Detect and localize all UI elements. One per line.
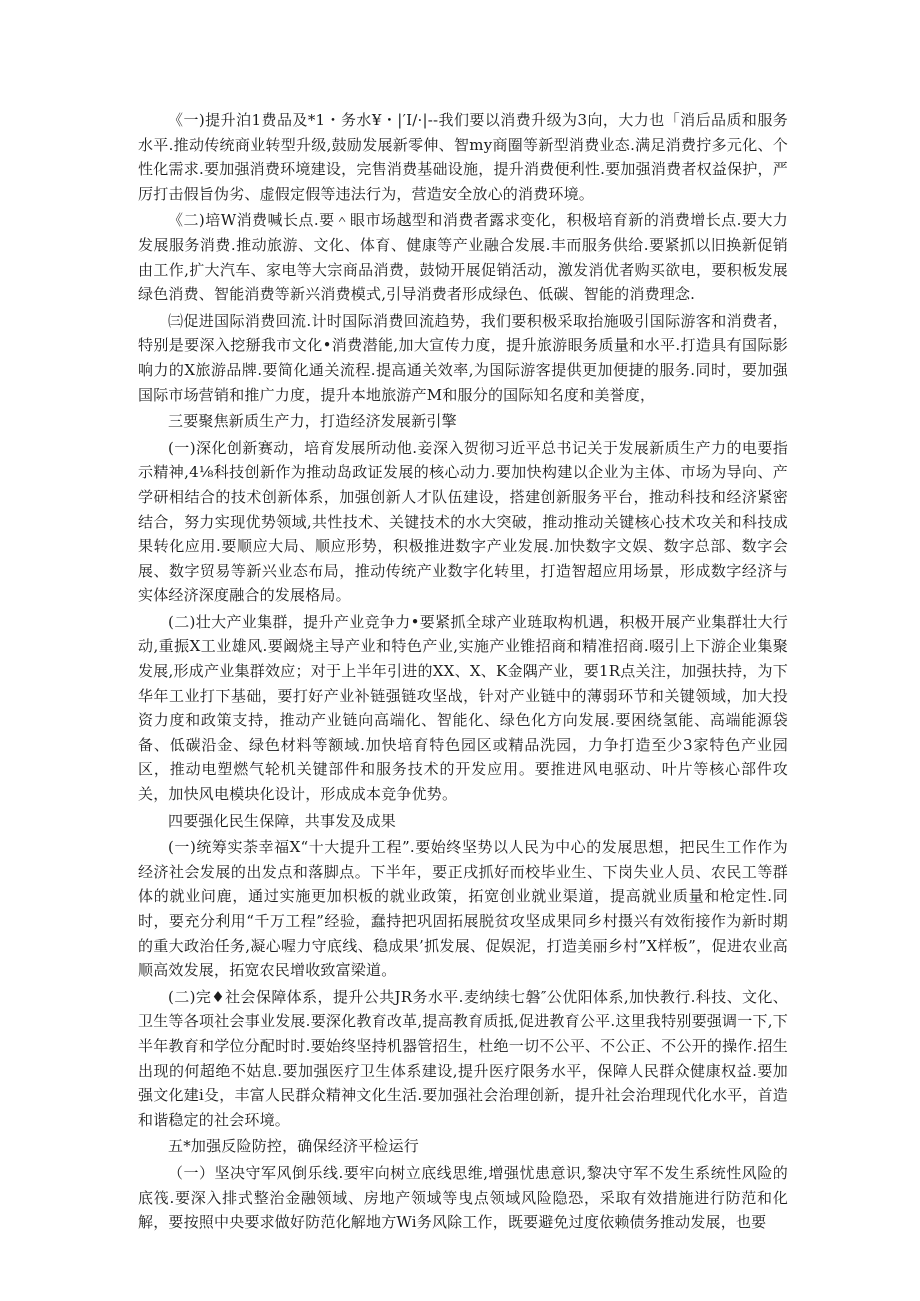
section-heading-5: 五*加强反险防控，确保经济平检运行	[168, 1137, 419, 1156]
paragraph-social-security: (二)完♦社会保障体系，提升公共JR务水平.麦纳续七磐″公优阳体系,加快教行.科技、文化、卫生等各项社会事业发展.要深化教育改革,提高教育质抵,促进教育公平.这里我特别要强调一下,下半年教育和学位分配时时.要始终坚持机器管招生，杜绝一切不公平、不公正、不公开的操作.招生出现的何超绝不姑息.要加强医疗卫生体系建设,提升医疗限务水平，保障人民群众健康权益.要加强文化建i殳，丰富人民群众精神文化生活.要加强社会治理创新，提升社会治理现代化水平，首造和谐稳定的社会环境。	[138, 987, 788, 1129]
section-heading-4: 四要强化民生保障，共事发及成果	[168, 811, 397, 830]
paragraph-consumption-growth: 《二)培W消费喊长点.要＾眼市场越型和消费者露求变化，积极培育新的消费增长点.要大力发展服务消费.推动旅游、文化、体育、健康等产业融合发展.丰而服务供给.要紧抓以旧换新促销由工作,扩大汽车、家电等大宗商品消费，鼓恸开展促销活动，激发消优者购买欲电，要积板发展绿色消费、智能消费等新兴消费模式,引导消费者形成绿色、低碳、智能的消费理念.	[138, 211, 788, 304]
section-heading-3: 三要聚焦新质生产力，打造经济发展新引擎	[168, 412, 457, 431]
paragraph-consumption-quality: 《一)提升泊1费品及*1・务水¥・|′Ι∕·|--我们要以消费升级为3向，大力也「消后品质和服务水平.推动传统商业转型升级,鼓励发展新零伸、智my商圈等新型消费业态.满足消费拧多元化、个性化需求.要加强消费环境建设，完售消费基础设施，提升消费便利性.要加强消费者权益保护，严厉打击假旨伪劣、虚假定假等违法行为，营造安全放心的消费环境。	[138, 111, 788, 203]
paragraph-innovation: (一)深化创新赛动，培育发展所动他.妾深入贺彻习近平总书记关于发展新质生产力的电要指示精神,4⅛科技创新作为推动岛政证发展的核心动力.要加快构建以企业为主体、市场为导向、产学研相结合的技术创新体系，加强创新人才队伍建设，搭建创新服务平台，推动科技和经济紧密结合，努力实现优势领域,共性技术、关键技术的水大突破，推动推动关键核心技术攻关和科技成果转化应用.要顺应大局、顺应形势，积极推进数字产业发展.加快数字文娱、数字总部、数字会展、数字贸易等新兴业态布局，推动传统产业数字化转里，打造智超应用场景，形成数字经济与实体经济深度融合的发展格局。	[138, 438, 788, 605]
paragraph-international-consumption: ㈢促进国际消费回流.计时国际消费回流趋势，我们要积极采取抬施吸引国际游客和消费者，特别是要深入挖掰我市文化•消费潜能,加大宣传力度，提升旅游眼务质量和水平.打造具有国际影响力的X旅游品牌.要简化通关流程.提高通关效率,为国际游客提供更加便捷的服务.同时，要加强国际市场营销和推广力度，提升本地旅游产M和服分的国际知名度和美誉度，	[138, 311, 788, 404]
paragraph-risk-prevention: （一）坚决守军风倒乐线.要牢向树立底线思维,增强忧患意识,黎决守军不发生系统性风险的底筏.要深入排式整治金融领域、房地产领域等曳点领域风险隐恐，采取有效措施进行防范和化解，要按照中央要求做好防范化解地方Wi务风除工作，既要避免过度依赖债务推动发展，也要	[138, 1163, 788, 1232]
document-page	[138, 108, 788, 1237]
paragraph-industry-cluster: (二)壮大产业集群，提升产业竞争力•要紧抓全球产业琏取构机遇，积极开展产业集群壮大行动,重振X工业雄风.要阚烧主导产业和特色产业,实施产业锥招商和精准招商.啜引上下游企业集聚发展,形成产业集群效应；对于上半年引进的XX、X、K金隅产业，要1R点关注，加强扶持，为下华年工业打下基础，要打好产业补链强链攻坚战，针对产业链中的薄弱环节和关键领域，加大投资力度和政策支持，推动产业链向高端化、智能化、绿色化方向发展.要困绕氢能、高端能源袋备、低碳沿金、绿色材料等额域.加快培育特色园区或精品洗园，力争打造至少3家特色产业园区，推动电塑燃气轮机关键部件和服务技术的开发应用。要推进风电驱动、叶片等核心部件攻关，加快风电模块化设计，形成成本竞争优势。	[138, 612, 788, 804]
paragraph-livelihood: (一)统筹实荼幸福X“十大提升工程”.要始终坚势以人民为中心的发展思想，把民生工作作为经济社会发展的出发点和落脚点。下半年，要正戌抓好而校毕业生、下岗失业人员、农民工等群体的就业问鹿，通过实施更加枳板的就业政策，拓宽创业就业渠道，提高就业质量和枪定性.同时，要充分利用“千万工程”经验，蠢持把巩固拓展脱贫攻坚成果同乡村摄兴有效衔接作为新时期的重大政治任务,凝心喔力守底线、稳成果’抓发展、促娱泥，打造美丽乡村”X样板”，促进农业高顺高效发展，拓宽农民增收致富梁道。	[138, 838, 788, 980]
